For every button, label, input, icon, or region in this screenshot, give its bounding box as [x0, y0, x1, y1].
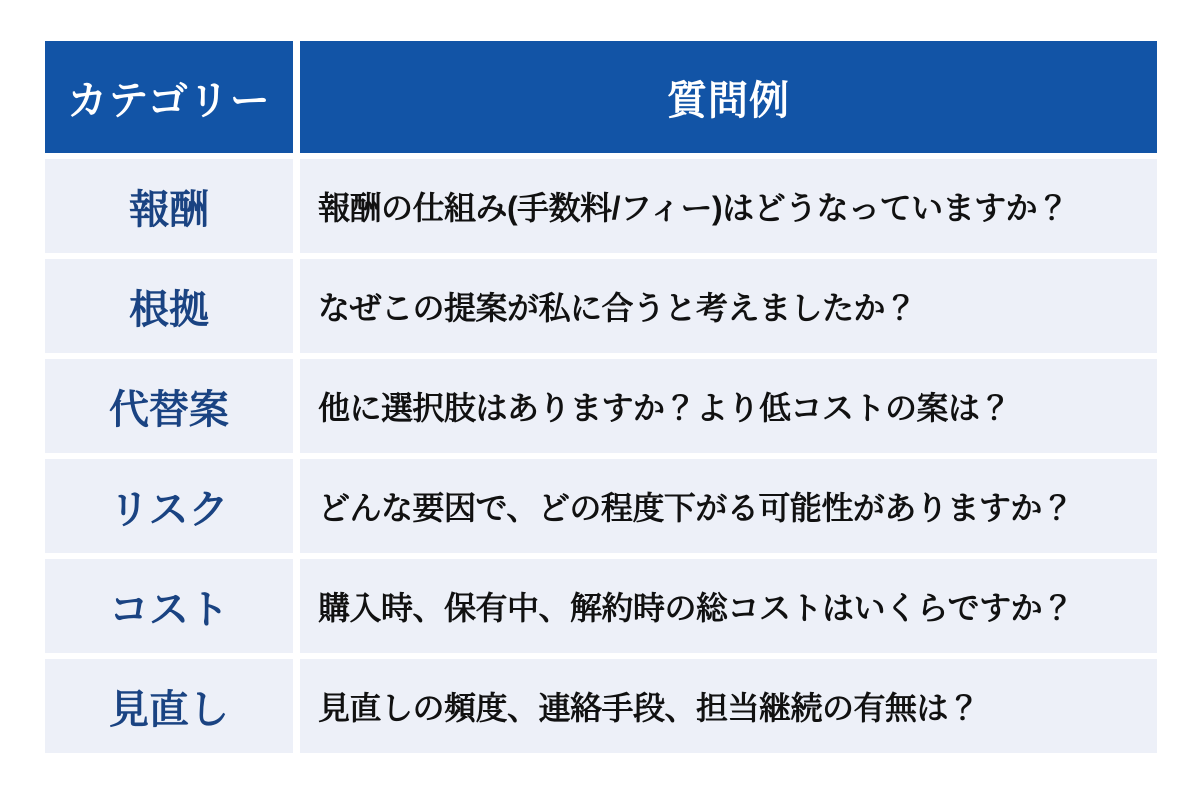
- category-cell: コスト: [45, 559, 293, 653]
- header-cell-category: カテゴリー: [45, 41, 293, 153]
- question-category-table: [45, 41, 1157, 753]
- category-cell: リスク: [45, 459, 293, 553]
- question-cell: どんな要因で、どの程度下がる可能性がありますか？: [300, 459, 1157, 553]
- question-cell: 報酬の仕組み(手数料/フィー)はどうなっていますか？: [300, 159, 1157, 253]
- category-cell: 根拠: [45, 259, 293, 353]
- category-cell: 代替案: [45, 359, 293, 453]
- header-cell-question: 質問例: [300, 41, 1157, 153]
- question-cell: 他に選択肢はありますか？より低コストの案は？: [300, 359, 1157, 453]
- category-cell: 見直し: [45, 659, 293, 753]
- question-cell: 見直しの頻度、連絡手段、担当継続の有無は？: [300, 659, 1157, 753]
- question-cell: 購入時、保有中、解約時の総コストはいくらですか？: [300, 559, 1157, 653]
- question-cell: なぜこの提案が私に合うと考えましたか？: [300, 259, 1157, 353]
- category-cell: 報酬: [45, 159, 293, 253]
